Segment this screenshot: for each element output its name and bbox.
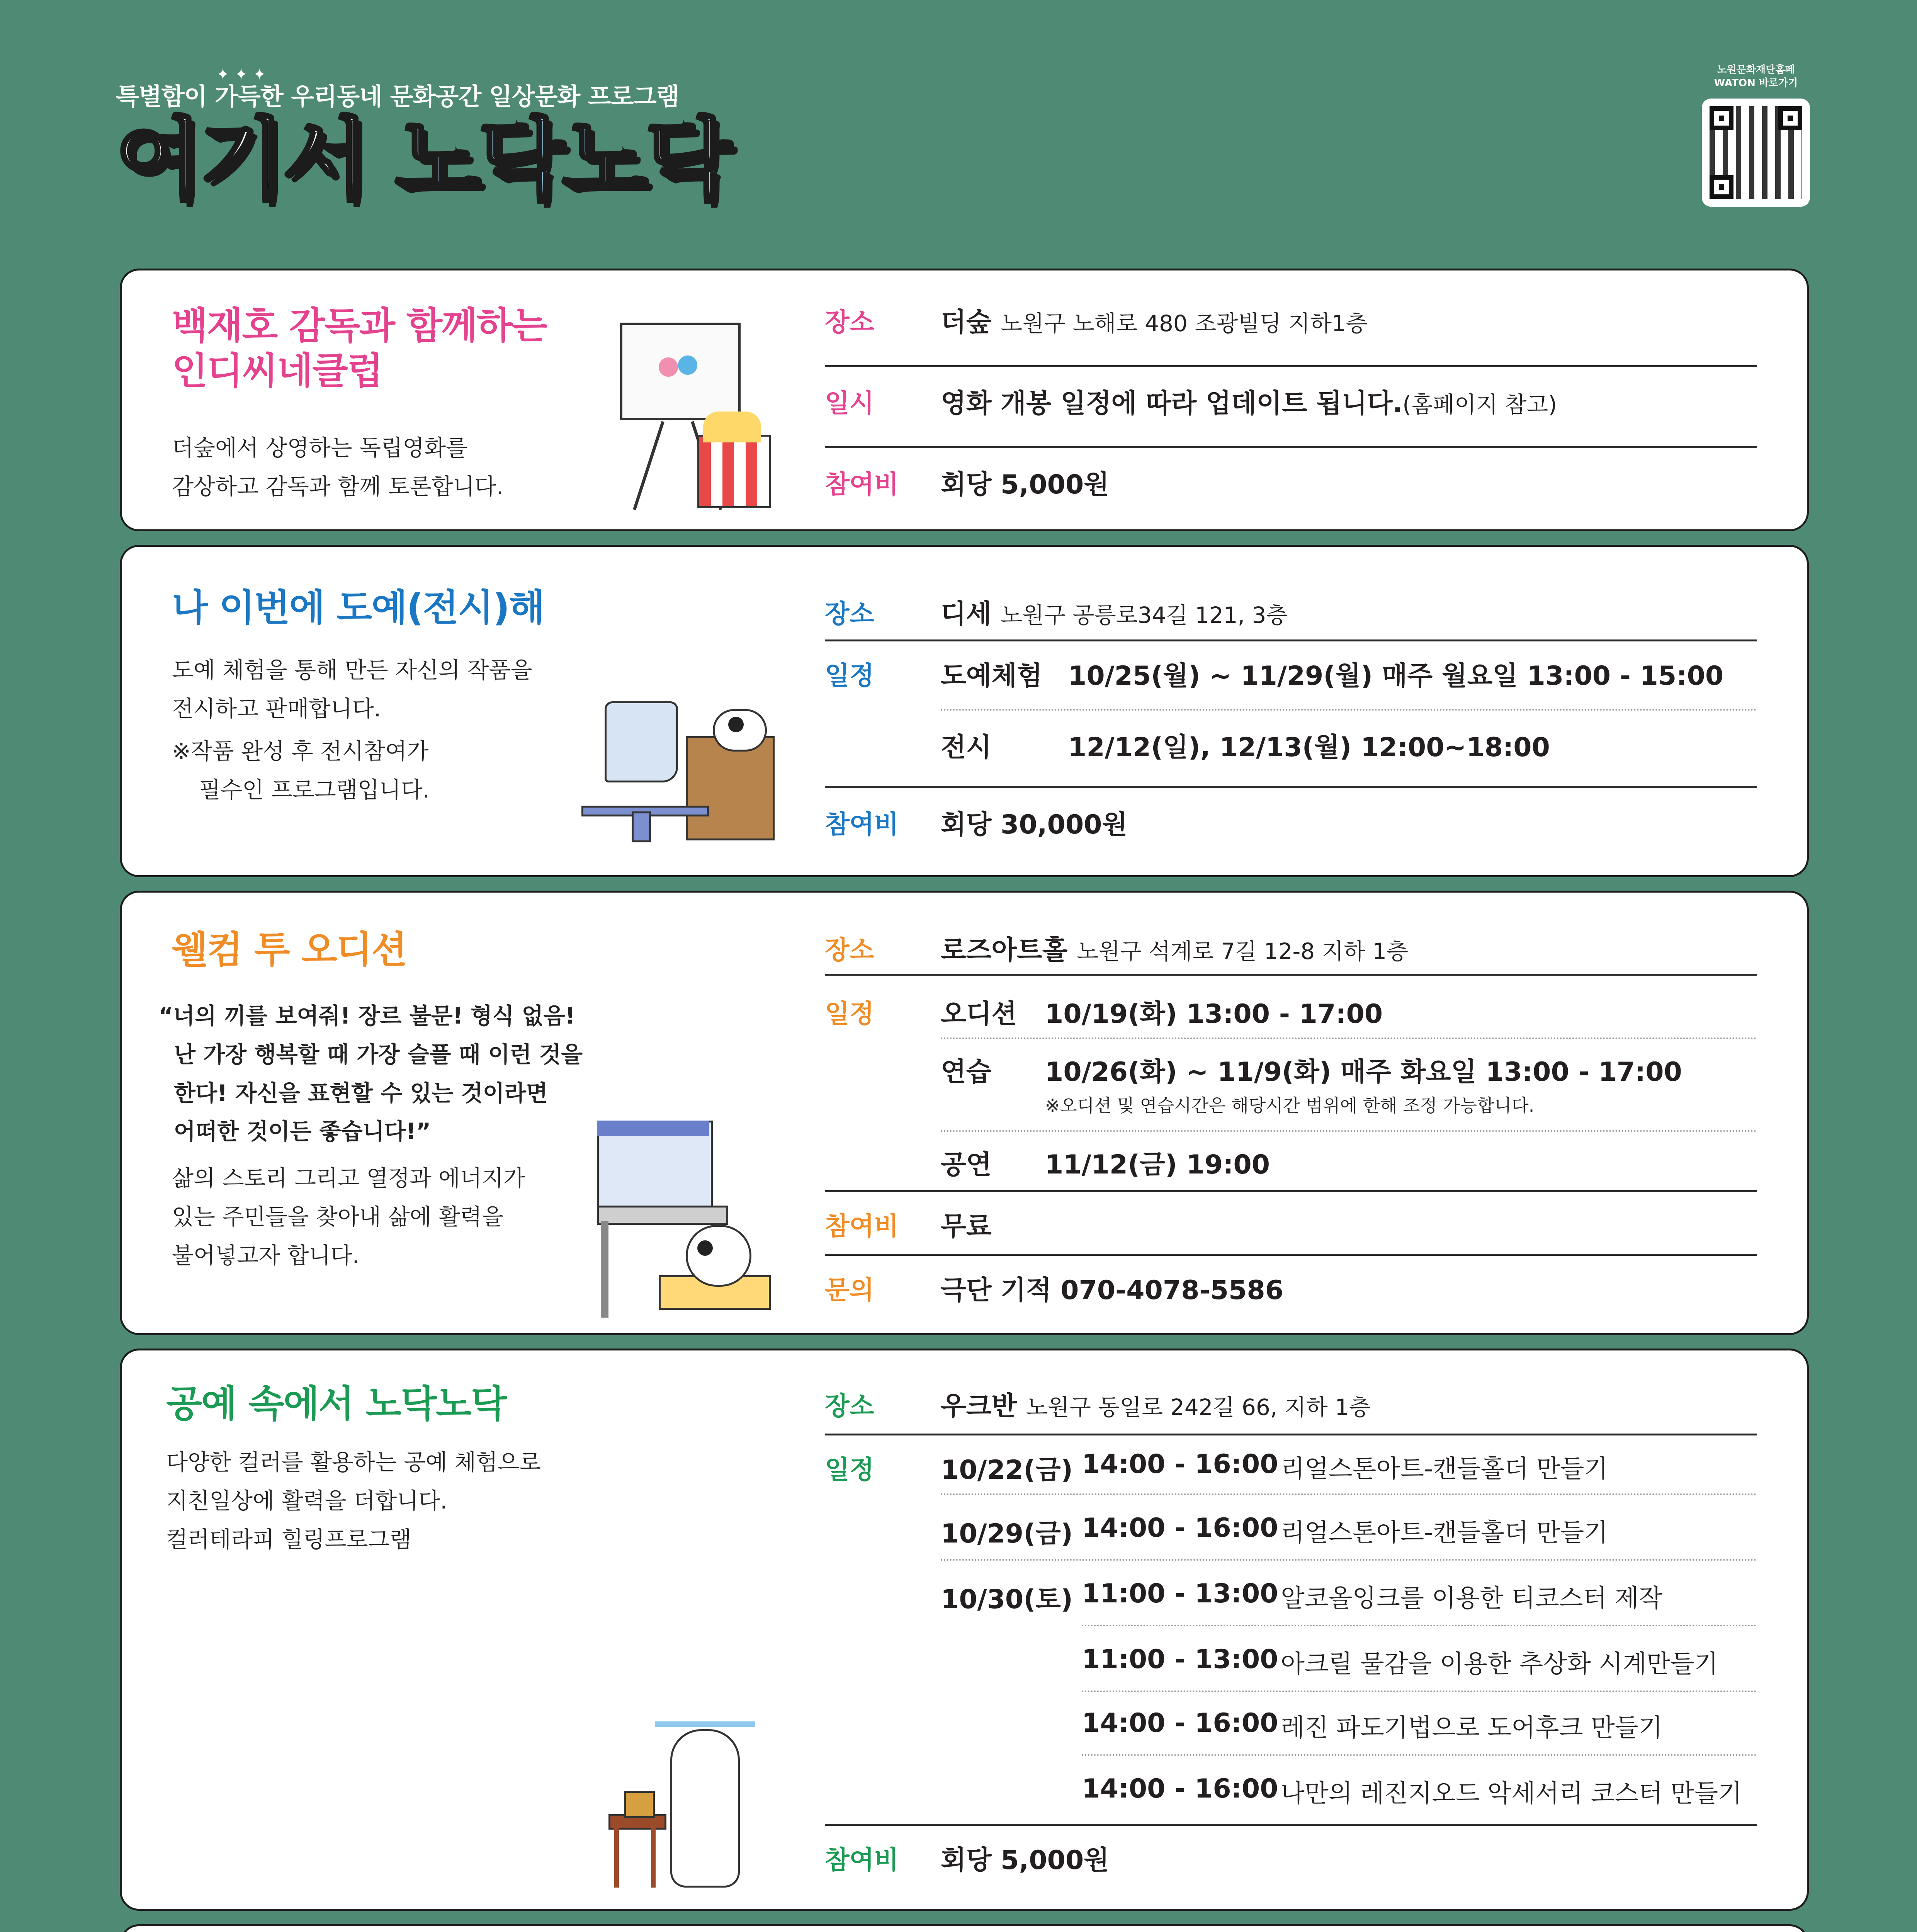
desc-line: 더숲에서 상영하는 독립영화를 xyxy=(172,435,468,461)
header-subtitle: 특별함이 가득한 우리동네 문화공간 일상문화 프로그램 xyxy=(116,82,679,111)
stage-cat-illustration xyxy=(597,1121,782,1321)
session-name: 연습 xyxy=(941,1057,992,1087)
session-time: 12/12(일), 12/13(월) 12:00~18:00 xyxy=(1068,732,1550,763)
movie-screen-illustration xyxy=(620,307,798,508)
quote-line: “너의 끼를 보여줘! 장르 불문! 형식 없음! xyxy=(158,1003,576,1029)
program-info xyxy=(825,547,1757,879)
sparkle-icon: ✦✦✦ xyxy=(216,66,272,83)
pottery-cat-illustration xyxy=(581,678,782,848)
homepage-qr-code[interactable] xyxy=(1702,99,1810,207)
quote-line: 난 가장 행복할 때 가장 슬플 때 이런 것을 xyxy=(174,1041,583,1068)
qr-label-line2: WATON 바로가기 xyxy=(1714,77,1798,89)
fee-label: 참여비 xyxy=(825,1845,899,1875)
schedule-time: 14:00 - 16:00 xyxy=(1082,1774,1278,1804)
program-title: 공예 속에서 노닥노닥 xyxy=(166,1382,506,1425)
place-name: 우크반 xyxy=(941,1391,1017,1422)
schedule-time: 11:00 - 13:00 xyxy=(1082,1644,1278,1675)
schedule-activity: 리얼스톤아트-캔들홀더 만들기 xyxy=(1281,1455,1608,1483)
schedule-time: 14:00 - 16:00 xyxy=(1082,1449,1278,1480)
place-address: 노원구 공릉로34길 121, 3층 xyxy=(1001,602,1288,628)
desc-line: 도예 체험을 통해 만든 자신의 작품을 xyxy=(172,657,532,683)
contact-label: 문의 xyxy=(825,1275,874,1305)
program-card-crafts xyxy=(120,1349,1809,1911)
desc-line: 있는 주민들을 찾아내 삶에 활력을 xyxy=(172,1203,504,1230)
program-desc xyxy=(172,1159,525,1275)
place-address: 노원구 노해로 480 조광빌딩 지하1층 xyxy=(1001,310,1368,337)
crafts-cat-illustration xyxy=(608,1721,790,1891)
fee-label: 참여비 xyxy=(825,1211,899,1241)
program-note xyxy=(172,732,430,810)
fee-value: 회당 5,000원 xyxy=(941,469,1109,500)
session-name: 공연 xyxy=(941,1150,992,1180)
schedule-date: 10/30(토) xyxy=(941,1584,1073,1615)
date-text: 영화 개봉 일정에 따라 업데이트 됩니다. xyxy=(941,388,1403,419)
schedule-activity: 알코올잉크를 이용한 티코스터 제작 xyxy=(1281,1584,1663,1613)
program-card-audition xyxy=(120,891,1809,1335)
place-address: 노원구 동일로 242길 66, 지하 1층 xyxy=(1026,1394,1371,1420)
session-name: 전시 xyxy=(941,732,992,763)
desc-line: 삶의 스토리 그리고 열정과 에너지가 xyxy=(172,1165,525,1191)
schedule-time: 11:00 - 13:00 xyxy=(1082,1578,1278,1609)
schedule-activity: 나만의 레진지오드 악세서리 코스터 만들기 xyxy=(1281,1779,1742,1808)
date-note: (홈페이지 참고) xyxy=(1402,391,1557,418)
logo-part-1: 여기서 xyxy=(116,109,367,212)
place-value xyxy=(941,929,1408,967)
place-label: 장소 xyxy=(825,599,874,629)
fee-value: 무료 xyxy=(941,1211,992,1242)
schedule-activity: 레진 파도기법으로 도어후크 만들기 xyxy=(1281,1714,1663,1742)
quote-line: 어떠한 것이든 좋습니다!” xyxy=(174,1118,431,1145)
place-label: 장소 xyxy=(825,935,874,965)
schedule-activity: 리얼스톤아트-캔들홀더 만들기 xyxy=(1281,1519,1608,1547)
session-name: 오디션 xyxy=(941,999,1017,1029)
quote-line: 한다! 자신을 표현할 수 있는 것이라면 xyxy=(174,1080,548,1106)
place-value xyxy=(941,593,1288,631)
session-name: 도예체험 xyxy=(941,661,1042,691)
place-address: 노원구 석계로 7길 12-8 지하 1층 xyxy=(1077,938,1409,964)
place-label: 장소 xyxy=(825,1391,874,1421)
schedule-activity: 아크릴 물감을 이용한 추상화 시계만들기 xyxy=(1281,1650,1718,1679)
session-time: 10/25(월) ~ 11/29(월) 매주 월요일 13:00 - 15:00 xyxy=(1068,661,1724,691)
date-label: 일정 xyxy=(825,661,874,690)
qr-label-line1: 노원문화재단홈페 xyxy=(1717,64,1795,76)
program-info xyxy=(825,1926,1757,1932)
program-title: 웰컴 투 오디션 xyxy=(172,928,407,971)
desc-line: 컬러테라피 힐링프로그램 xyxy=(166,1526,411,1553)
desc-line: 감상하고 감독과 함께 토론합니다. xyxy=(172,473,504,500)
date-label: 일정 xyxy=(825,999,874,1029)
title-line: 인디씨네클럽 xyxy=(172,349,382,393)
qr-label xyxy=(1694,64,1818,90)
date-value xyxy=(941,383,1557,420)
fee-value: 회당 30,000원 xyxy=(941,810,1128,840)
program-card-bookstore xyxy=(120,1924,1809,1932)
schedule-time: 14:00 - 16:00 xyxy=(1082,1708,1278,1738)
program-info xyxy=(825,893,1757,1337)
session-note: ※오디션 및 연습시간은 해당시간 범위에 한해 조정 가능합니다. xyxy=(1045,1095,1535,1116)
note-line: 필수인 프로그램입니다. xyxy=(199,776,430,803)
logo-title xyxy=(116,109,729,212)
desc-line: 지친일상에 활력을 더합니다. xyxy=(166,1487,447,1514)
logo-part-2: 노닥노닥 xyxy=(395,109,729,212)
contact-value: 극단 기적 070-4078-5586 xyxy=(941,1275,1284,1306)
schedule-time: 14:00 - 16:00 xyxy=(1082,1513,1278,1543)
program-title: 나 이번에 도예(전시)해 xyxy=(172,586,544,629)
session-time: 10/19(화) 13:00 - 17:00 xyxy=(1045,999,1383,1029)
note-line: ※작품 완성 후 전시참여가 xyxy=(172,738,429,764)
program-quote xyxy=(158,997,583,1151)
desc-line: 불어넣고자 합니다. xyxy=(172,1242,360,1269)
place-name: 더숲 xyxy=(941,307,992,338)
program-desc xyxy=(172,651,532,728)
title-line: 백재호 감독과 함께하는 xyxy=(172,304,547,347)
place-label: 장소 xyxy=(825,307,874,337)
program-card-indie-cine xyxy=(120,269,1809,531)
session-time: 10/26(화) ~ 11/9(화) 매주 화요일 13:00 - 17:00 xyxy=(1045,1057,1682,1087)
program-info xyxy=(825,1350,1757,1913)
place-name: 로즈아트홀 xyxy=(941,935,1068,966)
program-desc xyxy=(166,1443,541,1559)
fee-label: 참여비 xyxy=(825,810,899,839)
place-value xyxy=(941,1385,1371,1423)
program-info xyxy=(825,270,1757,533)
place-value xyxy=(941,301,1368,339)
desc-line: 다양한 컬러를 활용하는 공예 체험으로 xyxy=(166,1449,541,1475)
desc-line: 전시하고 판매합니다. xyxy=(172,695,381,722)
program-desc xyxy=(172,429,503,506)
date-label: 일시 xyxy=(825,388,874,418)
fee-value: 회당 5,000원 xyxy=(941,1845,1109,1876)
schedule-date: 10/29(금) xyxy=(941,1519,1073,1549)
schedule-date: 10/22(금) xyxy=(941,1455,1073,1485)
program-card-ceramics xyxy=(120,545,1809,877)
date-label: 일정 xyxy=(825,1455,874,1485)
place-name: 디세 xyxy=(941,599,992,629)
fee-label: 참여비 xyxy=(825,469,899,499)
program-title xyxy=(172,303,547,394)
session-time: 11/12(금) 19:00 xyxy=(1045,1150,1270,1180)
